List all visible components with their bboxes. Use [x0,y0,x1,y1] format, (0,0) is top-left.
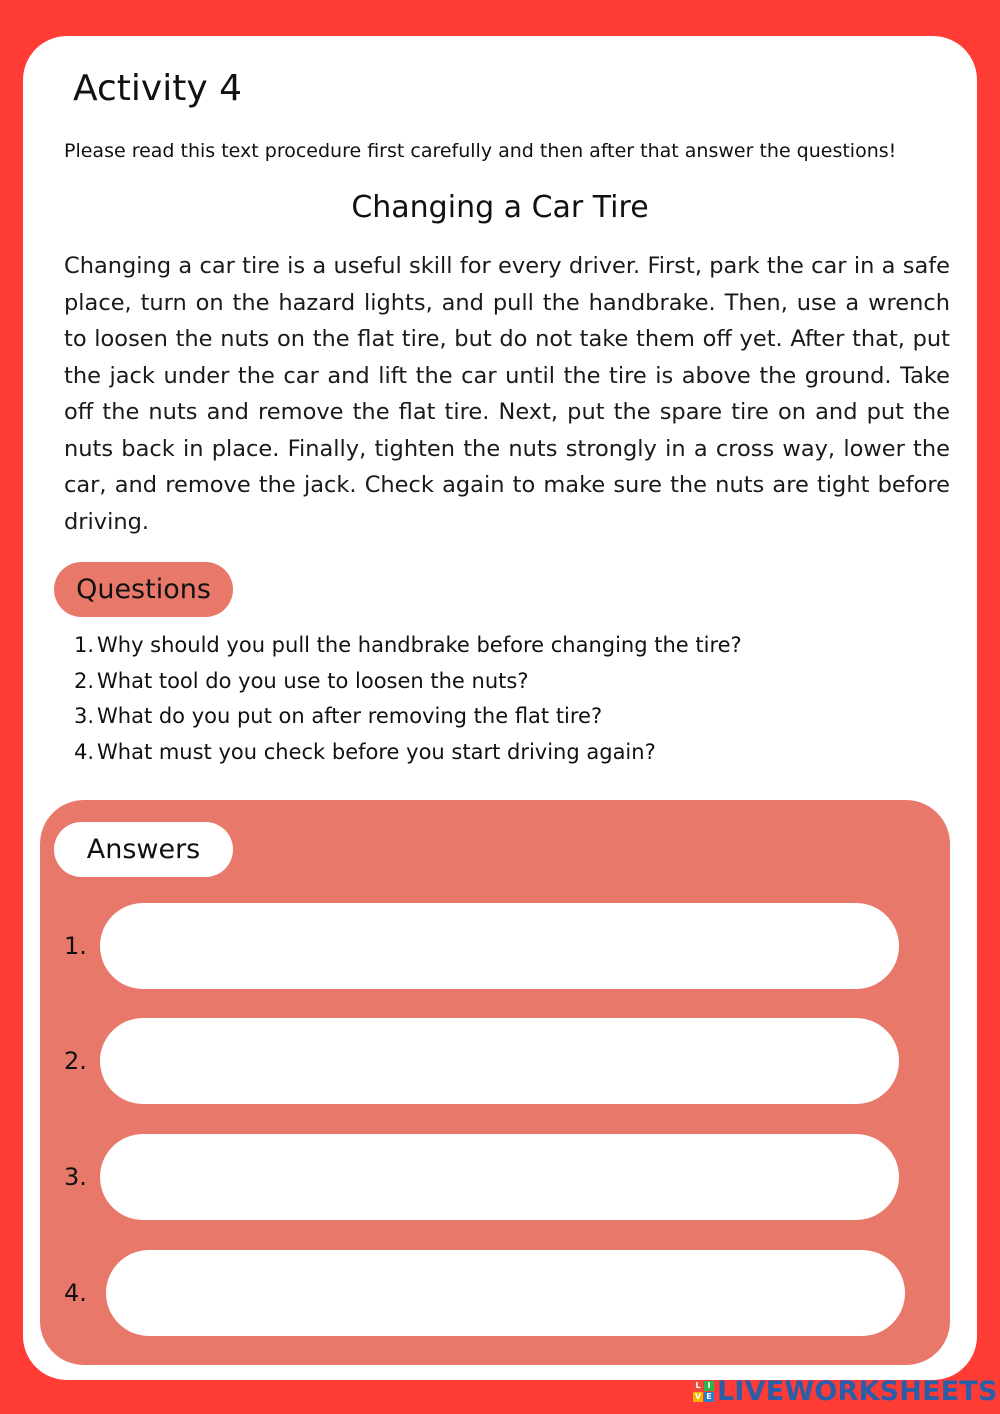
activity-title: Activity 4 [73,68,242,109]
answer-number: 1. [64,932,87,960]
questions-list [74,628,954,770]
answers-label: Answers [54,822,233,877]
answer-number: 3. [64,1163,87,1191]
answer-row [40,1250,950,1336]
question-item [74,628,954,664]
questions-label: Questions [54,562,233,617]
answer-number: 2. [64,1047,87,1075]
answer-row [40,1134,950,1220]
liveworksheets-logo[interactable] [693,1376,998,1406]
answer-field-2[interactable] [100,1018,899,1104]
question-item [74,735,954,771]
answer-row [40,903,950,989]
logo-text: LIVEWORKSHEETS [717,1375,998,1407]
reading-passage: Changing a car tire is a useful skill for every driver. First, park the car in a safe place, turn on the hazard lights, and pull the handbrake. Then, use a wrench to loosen the nuts on the flat tire, but do not take them off yet. After that, put the jack under the car and lift the car until the tire is above the ground. Take off the nuts and remove the flat tire. Next, put the spare tire on and put the nuts back in place. Finally, tighten the nuts strongly in a cross way, lower the car, and remove the jack. Check again to make sure the nuts are tight before driving. [64,253,950,535]
question-item [74,664,954,700]
logo-letter: E [704,1392,714,1402]
logo-letter: V [694,1391,702,1401]
question-number: 1. [74,633,95,657]
answer-number: 4. [64,1279,87,1307]
logo-letter: L [693,1381,703,1391]
answer-field-1[interactable] [100,903,899,989]
question-number: 2. [74,668,95,693]
answer-field-4[interactable] [106,1250,905,1336]
question-number: 4. [74,739,95,764]
question-text: What must you check before you start driving again? [97,739,656,764]
question-item [74,699,954,735]
logo-letter: I [704,1381,714,1391]
reading-title: Changing a Car Tire [351,190,649,225]
question-text: What do you put on after removing the flat tire? [97,704,603,728]
question-number: 3. [74,704,95,728]
question-text: Why should you pull the handbrake before changing the tire? [97,633,742,657]
answers-panel [40,800,950,1365]
answer-row [40,1018,950,1104]
logo-icon [693,1381,714,1402]
answer-field-3[interactable] [100,1134,899,1220]
question-text: What tool do you use to loosen the nuts? [97,668,529,693]
instruction-text: Please read this text procedure first carefully and then after that answer the questions! [64,140,897,162]
